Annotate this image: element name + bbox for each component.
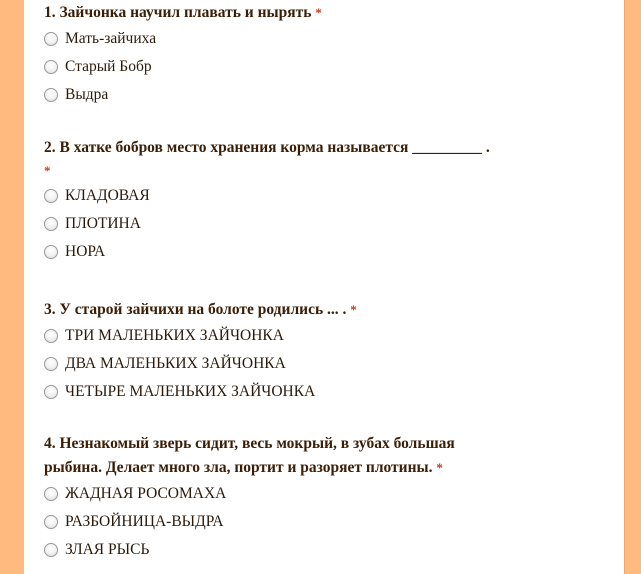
required-asterisk: * — [315, 5, 322, 20]
option-vydra[interactable] — [44, 81, 604, 109]
option-zhadnaya-rosomakha[interactable] — [44, 480, 604, 508]
radio-button[interactable] — [44, 88, 58, 102]
radio-button[interactable] — [44, 487, 58, 501]
radio-button[interactable] — [44, 329, 58, 343]
required-asterisk: * — [44, 163, 51, 178]
option-staryi-bobr[interactable] — [44, 53, 604, 81]
radio-button[interactable] — [44, 60, 58, 74]
radio-button[interactable] — [44, 245, 58, 259]
radio-button[interactable] — [44, 543, 58, 557]
option-tri-zaichonka[interactable] — [44, 322, 604, 350]
option-mat-zaichikha[interactable] — [44, 25, 604, 53]
radio-button[interactable] — [44, 385, 58, 399]
question-title: 3. У старой зайчихи на болоте родились ... . * — [44, 301, 357, 318]
question-title: 2. В хатке бобров место хранения корма называется _________ . — [44, 139, 490, 156]
option-zlaya-rys[interactable] — [44, 536, 604, 564]
required-asterisk: * — [350, 302, 357, 317]
radio-button[interactable] — [44, 515, 58, 529]
option-label: ЧЕТЫРЕ МАЛЕНЬКИХ ЗАЙЧОНКА — [65, 383, 316, 400]
option-plotina[interactable] — [44, 210, 604, 238]
option-chetyre-zaichonka[interactable] — [44, 378, 604, 406]
option-label: ДВА МАЛЕНЬКИХ ЗАЙЧОНКА — [65, 355, 286, 372]
radio-button[interactable] — [44, 32, 58, 46]
question-1 — [44, 1, 604, 109]
form-panel — [24, 0, 625, 574]
question-2 — [44, 136, 604, 266]
option-label: ПЛОТИНА — [65, 215, 141, 232]
option-label: Выдра — [65, 86, 109, 103]
question-3 — [44, 298, 604, 406]
option-label: РАЗБОЙНИЦА-ВЫДРА — [65, 513, 224, 530]
option-label: ТРИ МАЛЕНЬКИХ ЗАЙЧОНКА — [65, 327, 284, 344]
option-dva-zaichonka[interactable] — [44, 350, 604, 378]
option-nora[interactable] — [44, 238, 604, 266]
option-label: Старый Бобр — [65, 58, 152, 75]
option-label: ЗЛАЯ РЫСЬ — [65, 541, 150, 558]
option-label: Мать-зайчиха — [65, 30, 157, 47]
radio-button[interactable] — [44, 357, 58, 371]
option-label: НОРА — [65, 243, 106, 260]
option-label: ЖАДНАЯ РОСОМАХА — [65, 485, 227, 502]
option-kladovaya[interactable] — [44, 182, 604, 210]
radio-button[interactable] — [44, 217, 58, 231]
question-title: 4. Незнакомый зверь сидит, весь мокрый, в зубах большая — [44, 435, 455, 452]
question-title: 1. Зайчонка научил плавать и нырять * — [44, 4, 322, 21]
radio-button[interactable] — [44, 189, 58, 203]
required-asterisk: * — [436, 460, 443, 475]
option-label: КЛАДОВАЯ — [65, 187, 150, 204]
option-razboinitsa-vydra[interactable] — [44, 508, 604, 536]
question-4: 4. Незнакомый зверь сидит, весь мокрый, в зубах большая рыбина. Делает много зла, портит и разоряет плотины. * ЖАДНАЯ РОСОМАХА РАЗБОЙНИЦА-ВЫДРА ЗЛАЯ РЫСЬ — [44, 432, 604, 564]
